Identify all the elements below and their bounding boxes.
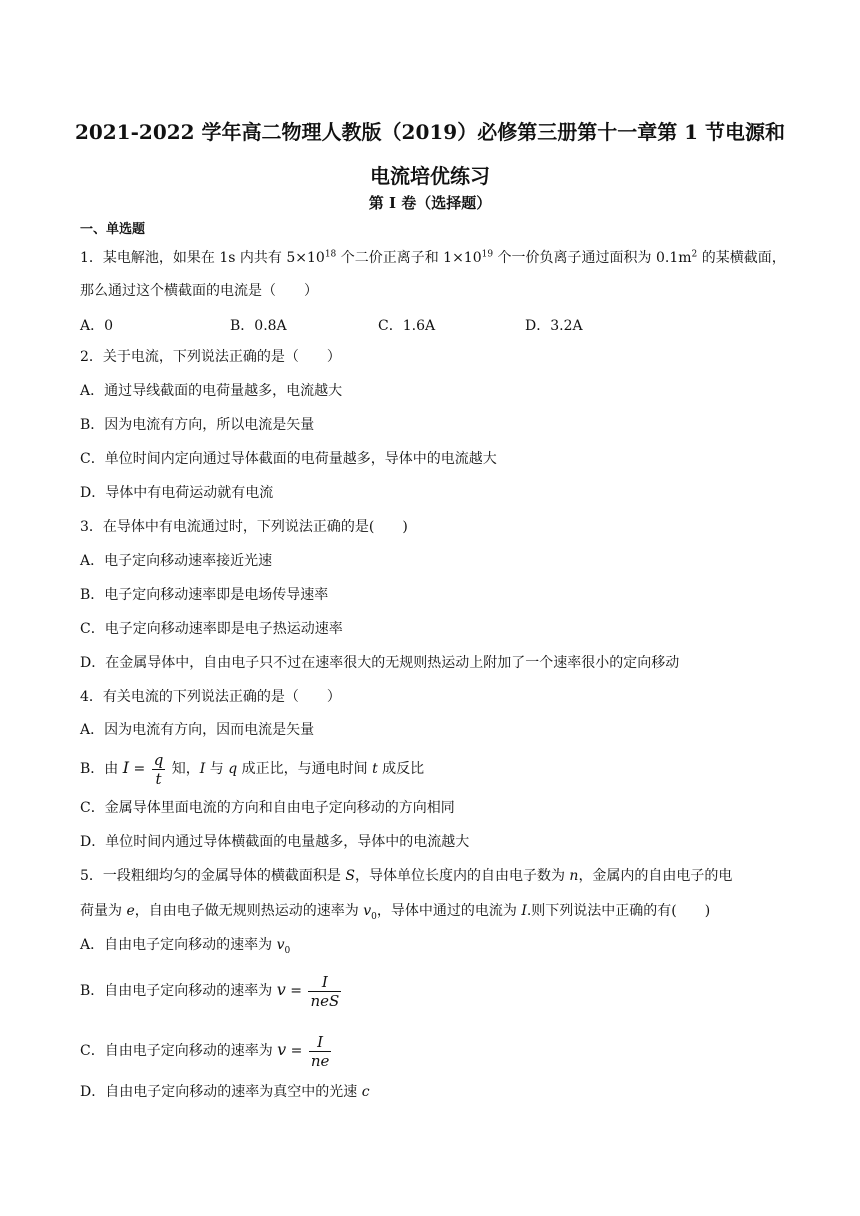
q5-option-d-var: c [361, 1084, 370, 1100]
q3-option-a: A．电子定向移动速率接近光速 [80, 553, 273, 569]
q2-option-d: D．导体中有电荷运动就有电流 [80, 485, 274, 501]
q4-text-mid3: 成正比，与通电时间 [237, 761, 373, 777]
q2-option-c: C．单位时间内定向通过导体截面的电荷量越多，导体中的电流越大 [80, 451, 497, 467]
q1-exponent-2: 19 [481, 249, 494, 260]
q5-option-b-text: B．自由电子定向移动的速率为 [80, 983, 277, 999]
q1-option-a: A．0 [80, 318, 114, 334]
q5-option-b-lhs: v [276, 980, 286, 999]
q3-option-b: B．电子定向移动速率即是电场传导速率 [80, 587, 329, 603]
section-heading: 一、单选题 [80, 222, 146, 237]
q4-option-c: C．金属导体里面电流的方向和自由电子定向移动的方向相同 [80, 800, 455, 816]
q5-option-c [80, 1030, 333, 1071]
q4-option-b-prefix: B．由 [80, 761, 123, 777]
q4-option-b [80, 748, 424, 789]
q5-option-c-fraction [309, 1033, 332, 1070]
q4-formula-fraction [152, 751, 166, 788]
q5-var-e: e [126, 903, 135, 919]
q3-option-c: C．电子定向移动速率即是电子热运动速率 [80, 621, 343, 637]
q5-var-v: v [363, 903, 372, 919]
q4-fraction-numerator: q [153, 750, 164, 769]
q5-text-g: .则下列说法中正确的有( ) [526, 903, 711, 919]
q5-text-b: ，导体单位长度内的自由电子数为 [354, 868, 570, 884]
q2-option-b: B．因为电流有方向，所以电流是矢量 [80, 417, 315, 433]
q5-var-I: I [521, 903, 527, 919]
q5-option-c-numerator: I [309, 1033, 332, 1052]
q5-option-a-subscript: 0 [284, 945, 291, 956]
q5-option-a-var: v [276, 937, 285, 953]
q1-option-d: D．3.2A [525, 318, 583, 334]
q3-option-d: D．在金属导体中，自由电子只不过在速率很大的无规则热运动上附加了一个速率很小的定向移动 [80, 655, 680, 671]
q4-text-mid1: 知， [167, 761, 200, 777]
q5-stem-line1 [80, 867, 732, 885]
q1-text-b: 个二价正离子和 1×10 [336, 250, 482, 266]
q5-text-d: 荷量为 [80, 903, 127, 919]
q1-text-c: 个一价负离子通过面积为 0.1m [493, 250, 692, 266]
q1-exponent-1: 18 [324, 249, 337, 260]
q4-text-suffix: 成反比 [377, 761, 425, 777]
q5-text-a: 5．一段粗细均匀的金属导体的横截面积是 [80, 868, 346, 884]
q2-stem: 2．关于电流，下列说法正确的是（ ） [80, 349, 341, 365]
q1-option-c: C．1.6A [378, 318, 436, 334]
document-title-line2: 电流培优练习 [370, 164, 490, 188]
q4-var-I: I [199, 761, 206, 777]
q5-text-f: ，导体中通过的电流为 [376, 903, 522, 919]
q5-text-e: ，自由电子做无规则热运动的速率为 [134, 903, 364, 919]
q5-option-c-text: C．自由电子定向移动的速率为 [80, 1043, 278, 1059]
q5-var-S: S [345, 868, 355, 884]
q5-option-b-numerator: I [308, 973, 341, 992]
q5-option-c-equals: = [286, 1043, 307, 1059]
volume-subtitle: 第 I 卷（选择题） [368, 194, 492, 212]
q5-option-d-text: D．自由电子定向移动的速率为真空中的光速 [80, 1084, 362, 1100]
q1-option-b: B．0.8A [230, 318, 287, 334]
q1-stem-line1 [80, 249, 786, 267]
q5-option-b [80, 970, 343, 1011]
q1-options [80, 315, 780, 333]
q5-option-b-fraction [308, 973, 341, 1010]
q4-stem: 4．有关电流的下列说法正确的是（ ） [80, 689, 341, 705]
q5-var-v-subscript: 0 [371, 911, 377, 922]
q1-stem-line2: 那么通过这个横截面的电流是（ ） [80, 283, 318, 299]
q2-option-a: A．通过导线截面的电荷量越多，电流越大 [80, 383, 343, 399]
q5-option-b-denominator: neS [310, 991, 340, 1010]
q4-formula-equals: = [129, 761, 150, 777]
document-title-line1: 2021-2022 学年高二物理人教版（2019）必修第三册第十一章第 1 节电源和 [74, 120, 786, 144]
q5-option-d [80, 1083, 370, 1101]
q5-option-a-text: A．自由电子定向移动的速率为 [80, 937, 277, 953]
q4-text-mid2: 与 [205, 761, 229, 777]
q5-option-c-lhs: v [277, 1040, 287, 1059]
q4-formula-lhs: I [122, 758, 130, 777]
q5-option-c-denominator: ne [310, 1051, 330, 1070]
q1-exponent-3: 2 [691, 249, 698, 260]
q5-text-c: ，金属内的自由电子的电 [578, 868, 733, 884]
q1-text-a: 1．某电解池，如果在 1s 内共有 5×10 [80, 250, 325, 266]
q4-option-d: D．单位时间内通过导体横截面的电量越多，导体中的电流越大 [80, 834, 470, 850]
q5-option-a [80, 936, 290, 954]
q4-option-a: A．因为电流有方向，因而电流是矢量 [80, 722, 315, 738]
q4-var-q: q [228, 761, 238, 777]
q5-option-b-equals: = [285, 983, 307, 999]
q5-var-n: n [569, 868, 579, 884]
q4-fraction-denominator: t [155, 769, 162, 788]
q5-stem-line2 [80, 902, 710, 920]
q3-stem: 3．在导体中有电流通过时，下列说法正确的是( ) [80, 519, 408, 535]
q4-var-t: t [372, 761, 378, 777]
q1-text-d: 的某横截面， [697, 250, 786, 266]
